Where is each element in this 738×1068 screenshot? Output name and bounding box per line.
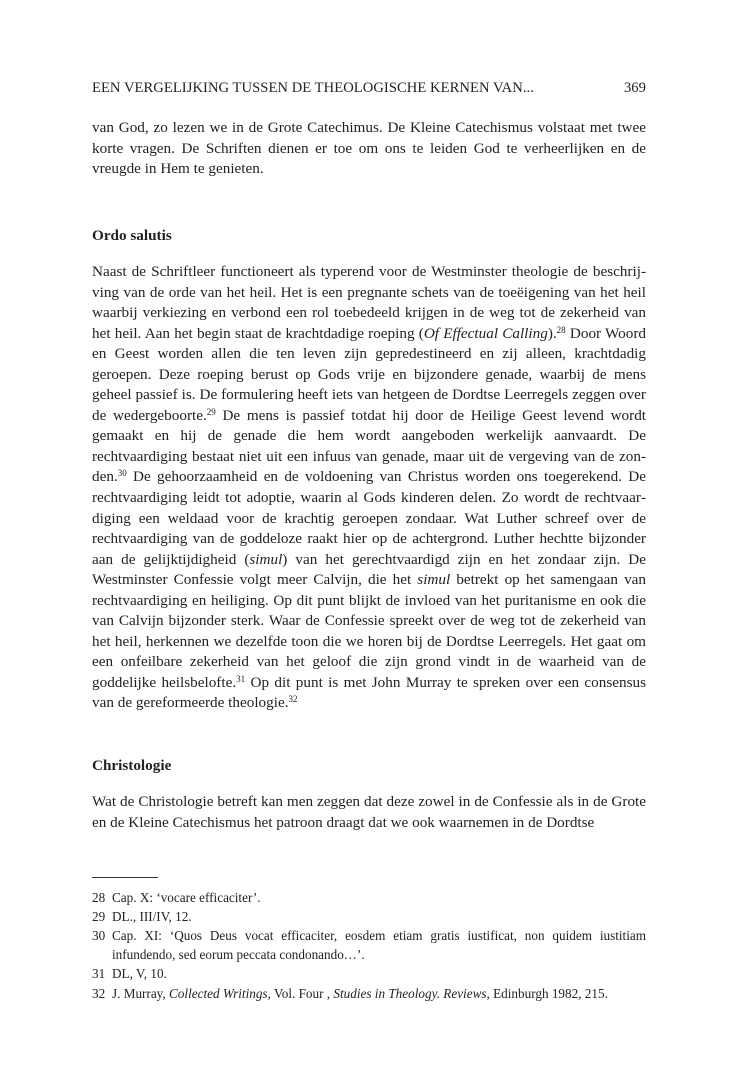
section-heading-christologie: Christologie xyxy=(92,757,172,774)
running-title: EEN VERGELIJKING TUSSEN DE THEOLOGISCHE KERNEN VAN... xyxy=(92,80,534,96)
footnote-32 xyxy=(92,984,646,1003)
footnote-ref[interactable]: 30 xyxy=(117,468,127,479)
footnote-text: Cap. X: ‘vocare efficaciter’. xyxy=(112,890,261,905)
footnote-30 xyxy=(92,926,646,964)
footnote-29 xyxy=(92,907,646,926)
book-title: Collected Writings, xyxy=(169,986,271,1001)
footnote-ref[interactable]: 28 xyxy=(556,324,566,335)
text-run: ). xyxy=(547,324,557,342)
ordo-salutis-paragraph xyxy=(92,262,646,714)
section-heading-ordo-salutis: Ordo salutis xyxy=(92,227,172,244)
text-run: J. Murray, xyxy=(112,986,170,1001)
footnote-number: 31 xyxy=(92,966,106,981)
footnote-text xyxy=(112,984,646,1003)
running-header xyxy=(92,80,646,100)
footnote-ref[interactable]: 32 xyxy=(288,694,298,705)
footnote-text: Cap. XI: ‘Quos Deus vocat efficaciter, eosdem etiam gratis iustificat, non quidem iustitiam infundendo, sed eorum peccata condonando…’. xyxy=(112,928,646,963)
footnote-number: 29 xyxy=(92,909,106,924)
footnote-31 xyxy=(92,964,646,983)
text-run: Door Woord en Geest worden allen die ten leven zijn gepredestineerd en zij alleen, krachtdadig geroepen. Deze roeping berust op Gods vrije en bijzondere genade, waarbij de mens geheel passief is. De formulering heeft iets van hetgeen de Dordtse Leerregels zeggen over de wedergeboorte. xyxy=(92,324,646,424)
text-run: De gehoorzaamheid en de voldoening van Christus worden ons toegerekend. De rechtvaardiging leidt tot adoptie, waarin al Gods kinderen delen. Zo wordt de rechtvaardiging een weldaad voor de krachtig geroepen zondaar. Wat Luther schreef over de rechtvaardiging van de goddeloze raakt hier op de achtergrond. Luther hechtte bijzonder aan de gelijktijdigheid ( xyxy=(92,468,646,568)
christologie-paragraph: Wat de Christologie betreft kan men zeggen dat deze zowel in de Confessie als in de Grote en de Kleine Catechismus het patroon draagt dat we ook waarnemen in de Dordtse xyxy=(92,793,646,831)
book-title: Studies in Theology. Reviews xyxy=(333,986,487,1001)
text-run: , Edinburgh 1982, 215. xyxy=(486,986,608,1001)
page xyxy=(92,0,646,1068)
footnote-separator xyxy=(92,877,158,878)
footnote-number: 28 xyxy=(92,890,106,905)
emphasis: Of Effectual Calling xyxy=(423,324,548,342)
emphasis: simul xyxy=(417,571,451,589)
text-run: Op dit punt is met John Murray te spreken over een consensus van de gereformeerde theologie. xyxy=(92,673,646,712)
emphasis: simul xyxy=(249,550,283,568)
footnote-text: DL, V, 10. xyxy=(112,966,167,981)
text-run: De mens is passief totdat hij door de Heilige Geest levend wordt gemaakt en hij de genade die hem wordt aangeboden werkelijk aanvaardt. De rechtvaardiging bestaat niet uit een infuus van genade, maar uit de vergeving van de zonden. xyxy=(92,406,647,486)
footnote-number: 30 xyxy=(92,928,106,943)
intro-paragraph: van God, zo lezen we in de Grote Catechimus. De Kleine Catechismus volstaat met twee korte vragen. De Schriften dienen er toe om ons te leiden God te verheerlijken en de vreugde in Hem te genieten. xyxy=(92,119,646,178)
text-run: ) van het gerechtvaardigd zijn en het zondaar zijn. De Westminster Confessie volgt meer Calvijn, die het xyxy=(92,550,646,589)
text-run: Naast de Schriftleer functioneert als typerend voor de Westminster theologie de beschrijving van de orde van het heil. Het is een pregnante schets van de toeëigening van het heil waarbij verkiezing en verbond een rol toebedeeld krijgen in de weg tot de zekerheid van het heil. Aan het begin staat de krachtdadige roeping ( xyxy=(92,263,646,342)
footnote-ref[interactable]: 29 xyxy=(206,406,216,417)
footnote-text: DL., III/IV, 12. xyxy=(112,909,192,924)
footnote-28 xyxy=(92,888,646,907)
footnote-number: 32 xyxy=(92,986,106,1001)
text-run: betrekt op het samengaan van rechtvaardiging en heiliging. Op dit punt blijkt de invloed van het puritanisme en ook die van Calvijn bijzonder sterk. Waar de Confessie spreekt over de weg tot de zekerheid van het heil, herkennen we dezelfde toon die we horen bij de Dordtse Leerregels. Het gaat om een onfeilbare zekerheid van het geloof die zijn grond vindt in de waarheid van de goddelijke heilsbelofte. xyxy=(92,571,646,691)
text-run: Vol. Four , xyxy=(270,986,334,1001)
footnote-ref[interactable]: 31 xyxy=(236,673,246,684)
page-number: 369 xyxy=(623,80,646,96)
